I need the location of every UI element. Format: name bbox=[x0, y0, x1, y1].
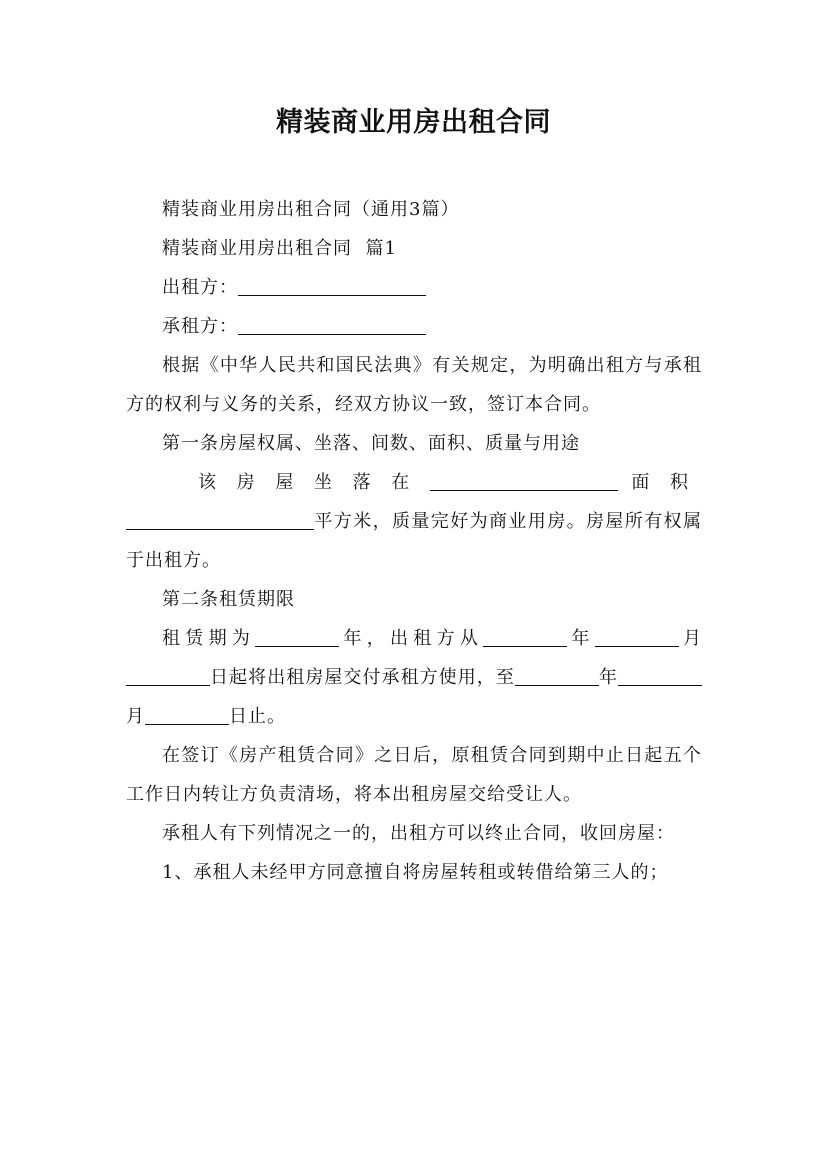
lease-term-text-1: 租赁期为 bbox=[162, 628, 256, 649]
area-label: 面积 bbox=[631, 472, 703, 493]
article2-heading: 第二条租赁期限 bbox=[162, 589, 295, 610]
lease-term-text-7: 月 bbox=[126, 706, 145, 727]
start-day-blank bbox=[126, 661, 210, 686]
article1-area-line bbox=[126, 502, 702, 580]
chapter-heading: 精装商业用房出租合同 篇1 bbox=[162, 238, 397, 259]
lease-term-text-8: 日止。 bbox=[229, 706, 286, 727]
lessor-blank bbox=[238, 271, 426, 296]
start-month-blank bbox=[595, 622, 679, 647]
lease-term-paragraph bbox=[126, 619, 702, 736]
end-year-blank bbox=[515, 661, 599, 686]
article1-location-line bbox=[126, 463, 702, 502]
lease-years-blank bbox=[255, 622, 339, 647]
article1-heading: 第一条房屋权属、坐落、间数、面积、质量与用途 bbox=[162, 433, 580, 454]
location-blank bbox=[430, 466, 618, 491]
intro-paragraph: 根据《中华人民共和国民法典》有关规定，为明确出租方与承租方的权利与义务的关系，经双方协议一致，签订本合同。 bbox=[126, 355, 702, 415]
lessor-label: 出租方： bbox=[162, 277, 238, 298]
lease-term-text-6: 年 bbox=[598, 667, 619, 688]
document-body bbox=[126, 190, 702, 892]
start-year-blank bbox=[483, 622, 567, 647]
termination-paragraph: 承租人有下列情况之一的，出租方可以终止合同，收回房屋： bbox=[162, 823, 675, 844]
area-text: 平方米，质量完好为商业用房。房屋所有权属于出租方。 bbox=[126, 511, 702, 571]
transfer-paragraph: 在签订《房产租赁合同》之日后，原租赁合同到期中止日起五个工作日内转让方负责清场，将本出租房屋交给受让人。 bbox=[126, 745, 702, 805]
lease-term-text-3: 年 bbox=[567, 628, 595, 649]
end-day-blank bbox=[145, 700, 229, 725]
end-month-blank bbox=[618, 661, 702, 686]
area-blank bbox=[126, 505, 314, 530]
lessee-line bbox=[126, 307, 702, 346]
termination-item-1: 1、承租人未经甲方同意擅自将房屋转租或转借给第三人的； bbox=[162, 862, 669, 883]
lease-term-text-4: 月 bbox=[678, 628, 703, 649]
document-title: 精装商业用房出租合同 bbox=[276, 107, 551, 138]
location-label: 该房屋坐落在 bbox=[198, 472, 430, 493]
lessee-label: 承租方： bbox=[162, 316, 238, 337]
subtitle: 精装商业用房出租合同（通用3篇） bbox=[162, 199, 460, 220]
lease-term-text-5: 日起将出租房屋交付承租方使用，至 bbox=[210, 667, 515, 688]
lessor-line bbox=[126, 268, 702, 307]
lessee-blank bbox=[238, 310, 426, 335]
lease-term-text-2: 年，出租方从 bbox=[339, 628, 484, 649]
